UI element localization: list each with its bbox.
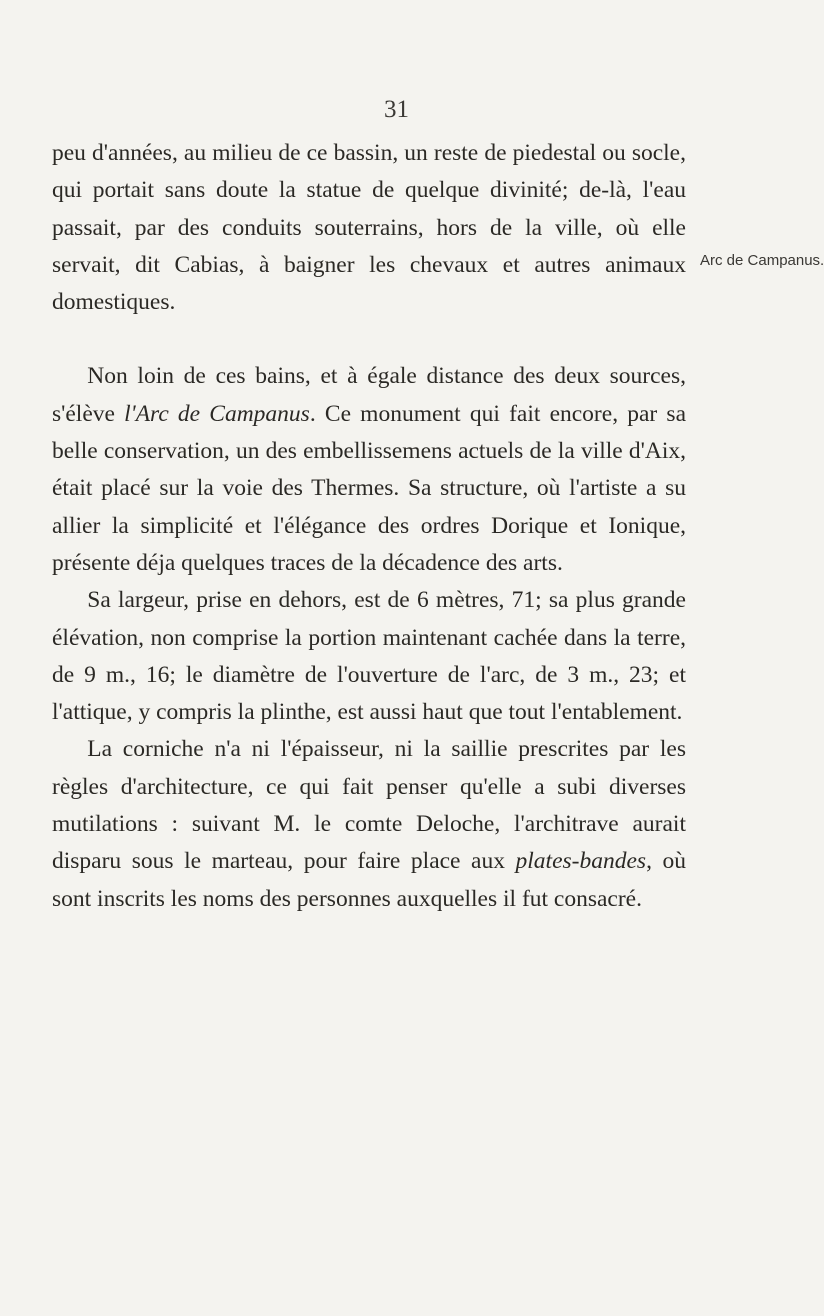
paragraph-4	[52, 731, 686, 917]
paragraph-4-after: , où sont inscrits les noms des personnes auxquelles il fut consacré.	[52, 848, 686, 912]
paragraph-3: Sa largeur, prise en dehors, est de 6 mètres, 71; sa plus grande élévation, non comprise la portion maintenant cachée dans la terre, de 9 m., 16; le diamètre de l'ouverture de l'arc, de 3 m., 23; et l'attique, y compris la plinthe, est aussi haut que tout l'entablement.	[52, 587, 686, 726]
margin-note: Arc de Campanus.	[700, 252, 824, 269]
paragraph-2-before: Non loin de ces bains, et à égale distance des deux sources, s'élève	[52, 363, 686, 427]
page-number: 31	[384, 96, 409, 123]
body-text	[52, 135, 686, 918]
arc-de-campanus-emphasis: l'Arc de Campanus	[124, 400, 310, 427]
plates-bandes-emphasis: plates-bandes	[515, 848, 647, 875]
paragraph-4-before: La corniche n'a ni l'épaisseur, ni la saillie prescrites par les règles d'architecture, ce qui fait penser qu'elle a subi diverses mutilations : suivant M. le comte Deloche, l'architrave aurait disparu sous le marteau, pour faire place aux	[52, 736, 686, 875]
paragraph-1: peu d'années, au milieu de ce bassin, un reste de piedestal ou socle, qui portait sans doute la statue de quelque divinité; de-là, l'eau passait, par des conduits souterrains, hors de la ville, où elle servait, dit Cabias, à baigner les chevaux et autres animaux domestiques.	[52, 140, 686, 316]
paragraph-2	[52, 358, 686, 582]
paragraph-2-after: . Ce monument qui fait encore, par sa belle conservation, un des embellissemens actuels de la ville d'Aix, était placé sur la voie des Thermes. Sa structure, où l'artiste a su allier la simplicité et l'élégance des ordres Dorique et Ionique, présente déja quelques traces de la décadence des arts.	[52, 400, 687, 576]
